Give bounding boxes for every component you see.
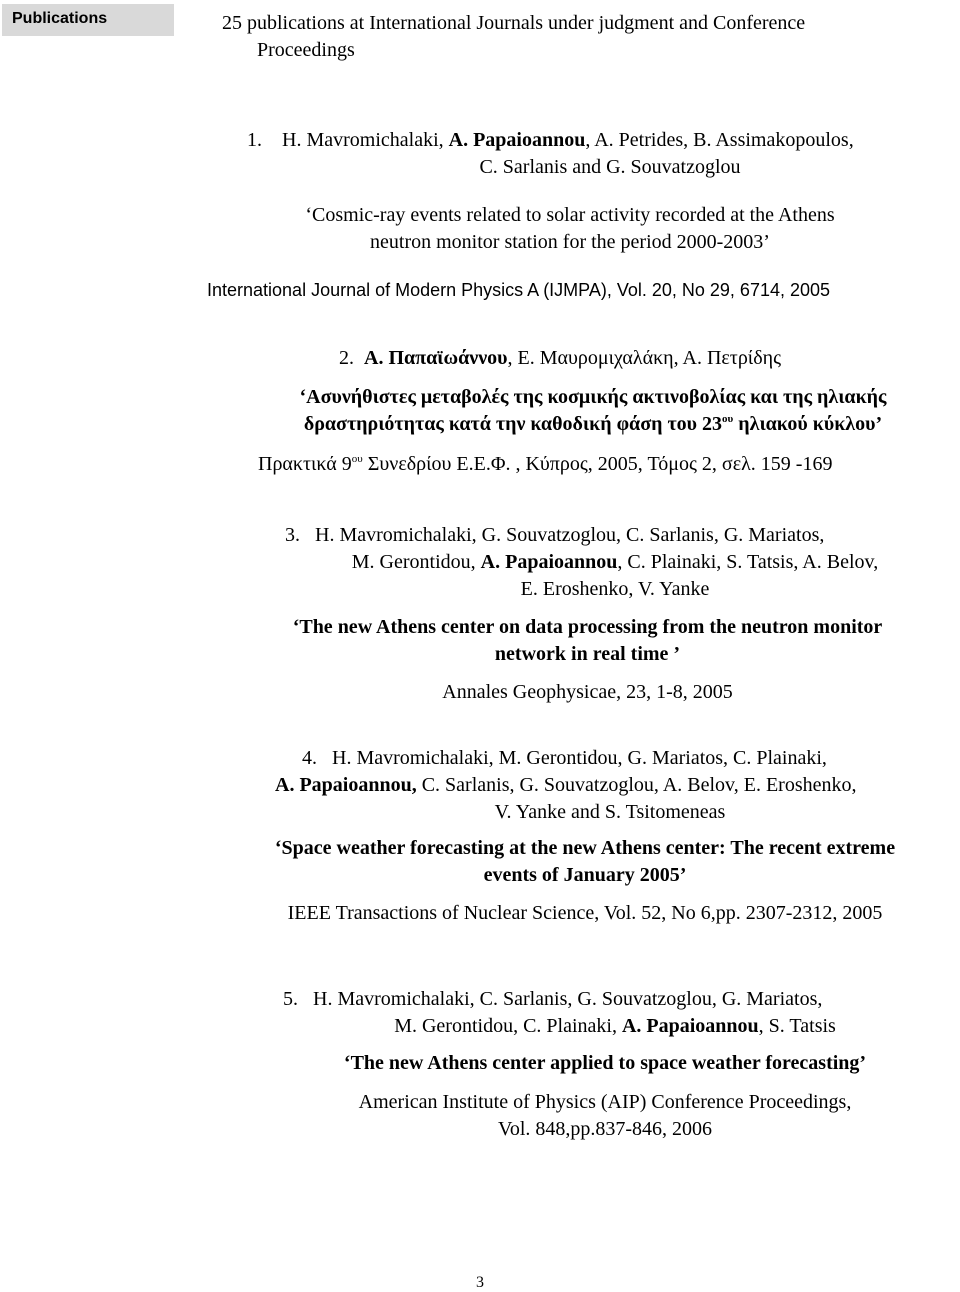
page-number: 3 <box>476 1274 484 1291</box>
pub3-authors-line-2 <box>285 549 945 575</box>
pub5-authors-text: H. Mavromichalaki, C. Sarlanis, G. Souvatzoglou, G. Mariatos, <box>313 988 823 1010</box>
pub5-venue-line-2: Vol. 848,pp.837-846, 2006 <box>497 1118 713 1140</box>
pub4-authors-line-1 <box>302 745 827 771</box>
pub1-authors-highlight: A. Papaioannou <box>448 129 586 151</box>
pub5-authors-a: M. Gerontidou, C. Plainaki, <box>394 1015 622 1037</box>
pub1-authors-b: , A. Petrides, B. Assimakopoulos, <box>585 129 854 151</box>
pub1-authors-a: H. Mavromichalaki, <box>282 129 449 151</box>
pub2-number: 2. <box>339 347 354 369</box>
pub3-authors-a: M. Gerontidou, <box>351 551 481 573</box>
pub2-title-superscript: ου <box>722 413 734 425</box>
pub2-title-line-1: ‘Ασυνήθιστες μεταβολές της κοσμικής ακτινοβολίας και της ηλιακής <box>299 386 887 408</box>
pub2-title-text-a: δραστηριότητας κατά την καθοδική φάση του 23 <box>303 413 723 435</box>
pub2-venue <box>258 451 832 477</box>
pub3-authors-line-1 <box>285 522 824 548</box>
pub5-venue-line-1: American Institute of Physics (AIP) Conference Proceedings, <box>358 1091 852 1113</box>
pub4-authors-highlight: A. Papaioannou, <box>275 774 417 796</box>
pub4-authors-text: H. Mavromichalaki, M. Gerontidou, G. Mariatos, C. Plainaki, <box>332 747 827 769</box>
pub3-authors-line-3: E. Eroshenko, V. Yanke <box>520 578 710 600</box>
pub3-authors-text: H. Mavromichalaki, G. Souvatzoglou, C. Sarlanis, G. Mariatos, <box>315 524 825 546</box>
pub4-title-line-2: events of January 2005’ <box>483 864 687 886</box>
pub1-authors-line-1 <box>247 127 854 153</box>
pub1-authors-line-2: C. Sarlanis and G. Souvatzoglou <box>479 156 741 178</box>
pub5-authors-b: , S. Tatsis <box>758 1015 836 1037</box>
pub2-title-text-b: ηλιακού κύκλου’ <box>733 413 883 435</box>
pub4-authors-line-2 <box>275 772 857 798</box>
pub5-title: ‘The new Athens center applied to space weather forecasting’ <box>343 1052 867 1074</box>
pub4-number: 4. <box>302 747 317 769</box>
intro-line-1: 25 publications at International Journals under judgment and Conference <box>222 12 806 34</box>
pub2-authors-rest: , Ε. Μαυρομιχαλάκη, Α. Πετρίδης <box>507 347 781 369</box>
pub5-number: 5. <box>283 988 298 1010</box>
pub2-venue-b: Συνεδρίου Ε.Ε.Φ. , Κύπρος, 2005, Τόμος 2, σελ. 159 -169 <box>362 453 833 475</box>
pub1-number: 1. <box>247 129 262 151</box>
pub2-venue-a: Πρακτικά 9 <box>258 453 352 475</box>
pub5-authors-line-1 <box>283 986 822 1012</box>
intro-line-2: Proceedings <box>257 39 355 61</box>
pub3-venue: Annales Geophysicae, 23, 1-8, 2005 <box>442 681 733 703</box>
pub3-title-line-2: network in real time ’ <box>494 643 681 665</box>
pub5-authors-line-2 <box>250 1013 960 1039</box>
pub2-authors-highlight: Α. Παπαϊωάννου <box>364 347 508 369</box>
pub5-authors-highlight: A. Papaioannou <box>621 1015 759 1037</box>
pub4-authors-line-3: V. Yanke and S. Tsitomeneas <box>494 801 726 823</box>
pub1-title-line-1: ‘Cosmic-ray events related to solar activity recorded at the Athens <box>305 204 835 226</box>
pub3-authors-highlight: A. Papaioannou <box>480 551 618 573</box>
pub4-venue: IEEE Transactions of Nuclear Science, Vol. 52, No 6,pp. 2307-2312, 2005 <box>287 902 883 924</box>
pub3-authors-b: , C. Plainaki, S. Tatsis, A. Belov, <box>617 551 879 573</box>
pub2-title-line-2 <box>248 411 938 437</box>
pub3-number: 3. <box>285 524 300 546</box>
pub2-authors <box>339 345 781 371</box>
pub4-title-line-1: ‘Space weather forecasting at the new Athens center: The recent extreme <box>274 837 896 859</box>
pub3-title-line-1: ‘The new Athens center on data processing from the neutron monitor <box>292 616 883 638</box>
pub2-venue-superscript: ου <box>351 453 363 465</box>
pub4-authors-b: C. Sarlanis, G. Souvatzoglou, A. Belov, E. Eroshenko, <box>416 774 857 796</box>
pub1-venue: International Journal of Modern Physics A (IJMPA), Vol. 20, No 29, 6714, 2005 <box>207 280 831 300</box>
section-label: Publications <box>2 4 174 36</box>
pub1-title-line-2: neutron monitor station for the period 2000-2003’ <box>370 231 770 253</box>
